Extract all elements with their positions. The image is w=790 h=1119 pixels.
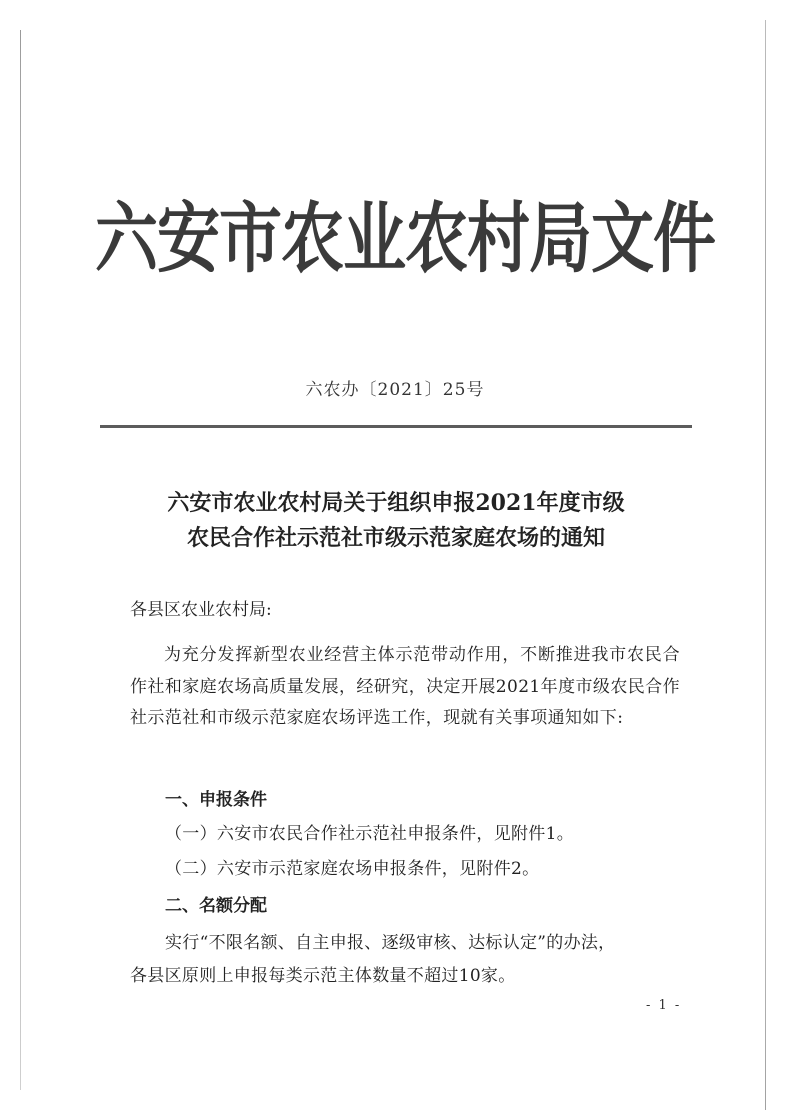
addressee: 各县区农业农村局:	[130, 600, 272, 620]
document-number: 六农办〔2021〕25号	[305, 380, 485, 400]
header-divider-rule	[100, 425, 692, 428]
page-edge-left	[20, 30, 21, 1090]
issuer-header-title: 六安市农业农村局文件	[95, 192, 715, 284]
page-edge-right	[765, 20, 766, 1110]
notice-title	[100, 486, 692, 556]
section-2-paragraph-line-1: 实行“不限名额、自主申报、逐级审核、达标认定”的办法，	[165, 933, 616, 953]
section-1-item-2: （二）六安市示范家庭农场申报条件，见附件2。	[165, 859, 540, 879]
section-2-paragraph-line-2: 各县区原则上申报每类示范主体数量不超过10家。	[130, 966, 516, 986]
notice-title-line-1: 六安市农业农村局关于组织申报2021年度市级	[167, 490, 625, 516]
section-1-heading: 一、申报条件	[165, 790, 267, 810]
section-1-item-1: （一）六安市农民合作社示范社申报条件，见附件1。	[165, 824, 575, 844]
page-number: - 1 -	[646, 998, 682, 1013]
notice-title-line-2: 农民合作社示范社市级示范家庭农场的通知	[186, 525, 605, 551]
section-2-heading: 二、名额分配	[165, 896, 267, 916]
intro-paragraph: 为充分发挥新型农业经营主体示范带动作用，不断推进我市农民合作社和家庭农场高质量发展，经研究，决定开展2021年度市级农民合作社示范社和市级示范家庭农场评选工作，现就有关事项通知如下:	[130, 645, 680, 728]
